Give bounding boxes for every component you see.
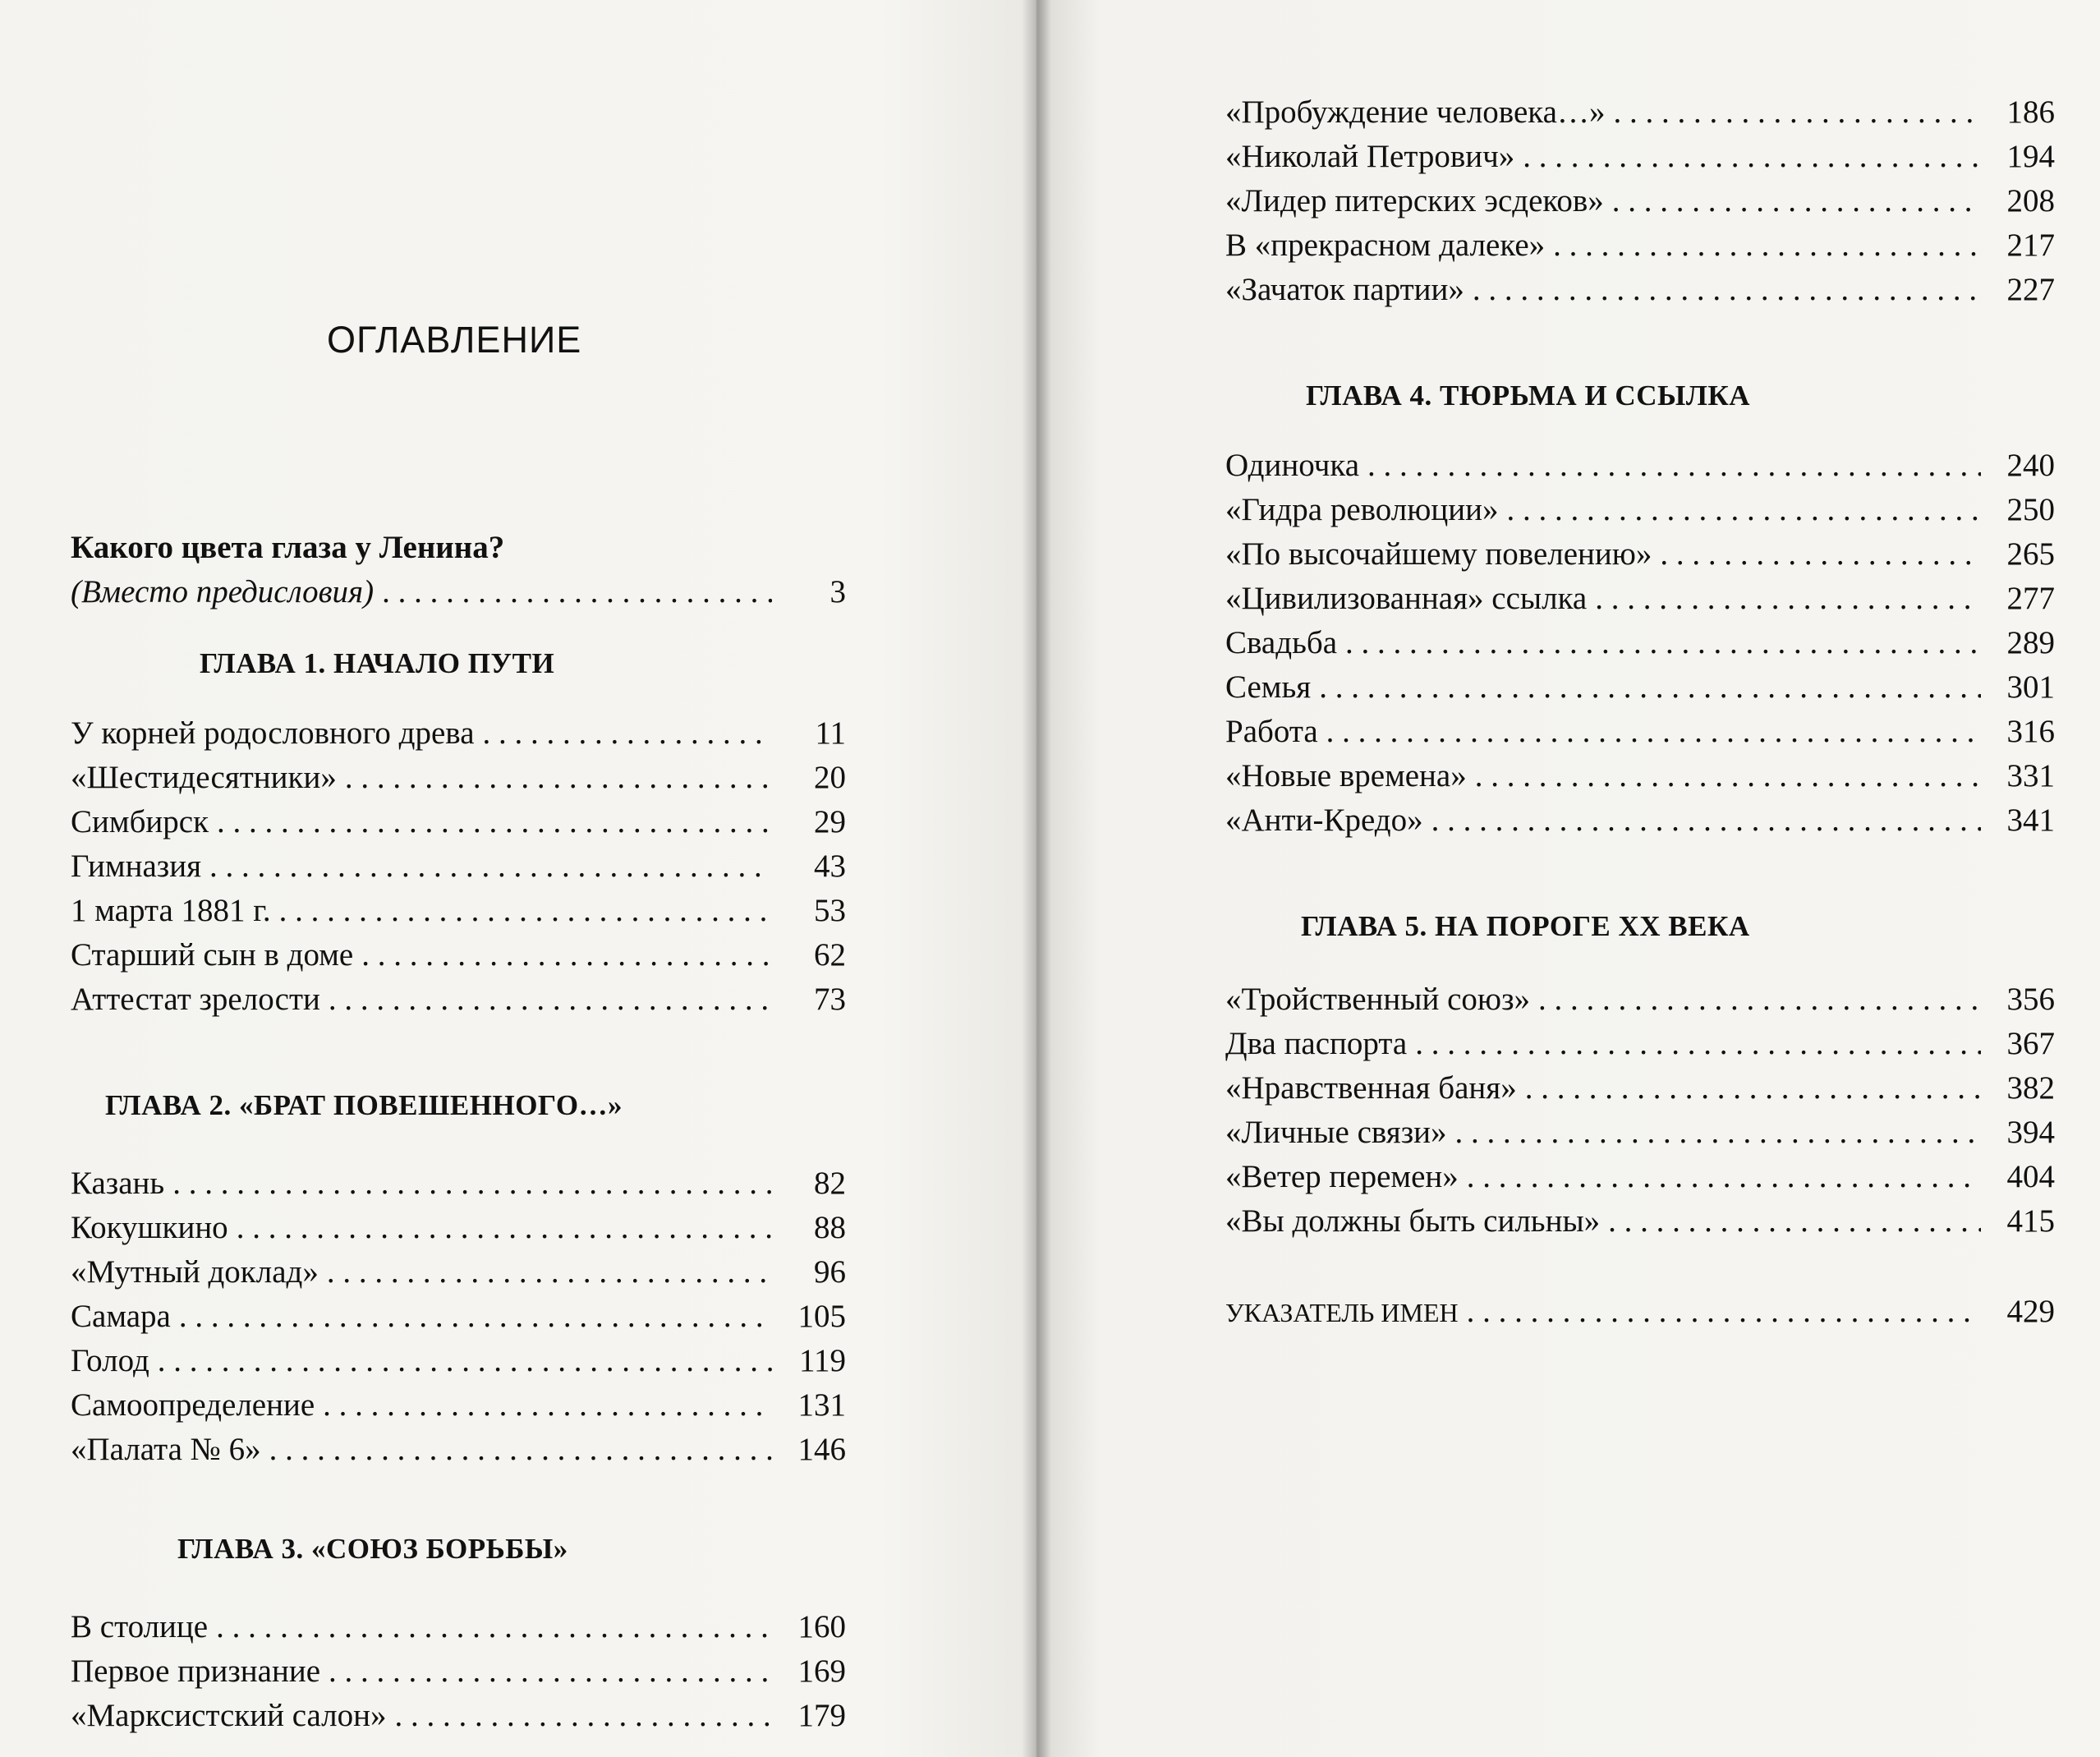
leader-dots xyxy=(1660,532,1981,577)
leader-dots xyxy=(1507,488,1982,532)
entry-page: 316 xyxy=(2006,714,2055,749)
toc-entry xyxy=(1225,179,2055,223)
entry-page: 227 xyxy=(2006,272,2055,307)
toc-entry xyxy=(1225,268,2055,312)
leader-dots xyxy=(1612,179,1981,223)
chapter-2-entries xyxy=(71,1161,846,1472)
entry-title: «Вы должны быть сильны» xyxy=(1225,1203,1601,1239)
toc-entry xyxy=(71,933,846,977)
leader-dots xyxy=(1475,754,1981,798)
toc-entry xyxy=(71,1250,846,1295)
chapter-3-entries-right xyxy=(1225,90,2055,312)
entry-page: 96 xyxy=(814,1254,846,1290)
left-page xyxy=(0,0,1036,1757)
leader-dots xyxy=(323,1383,772,1428)
entry-page: 415 xyxy=(2006,1203,2055,1239)
toc-entry xyxy=(1225,577,2055,621)
entry-title: Гимназия xyxy=(71,849,202,884)
entry-page: 88 xyxy=(814,1210,846,1245)
leader-dots xyxy=(1525,1066,1981,1111)
entry-title: «Лидер питерских эсдеков» xyxy=(1225,183,1604,218)
entry-title: «Личные связи» xyxy=(1225,1115,1447,1150)
leader-dots xyxy=(172,1161,772,1206)
leader-dots xyxy=(1345,621,1981,665)
entry-page: 179 xyxy=(797,1698,846,1733)
entry-page: 277 xyxy=(2006,581,2055,616)
entry-page: 146 xyxy=(797,1432,846,1467)
entry-title: Старший сын в доме xyxy=(71,937,354,973)
toc-entry xyxy=(1225,1199,2055,1244)
chapter-1-entries xyxy=(71,711,846,1022)
leader-dots xyxy=(1367,444,1981,488)
entry-page: 20 xyxy=(814,760,846,795)
entry-page: 131 xyxy=(797,1387,846,1423)
entry-page: 429 xyxy=(2006,1294,2055,1329)
entry-title: «Анти-Кредо» xyxy=(1225,803,1423,838)
entry-title: «Тройственный союз» xyxy=(1225,982,1530,1017)
entry-page: 382 xyxy=(2006,1070,2055,1106)
entry-title: УКАЗАТЕЛЬ ИМЕН xyxy=(1225,1298,1459,1327)
leader-dots xyxy=(1613,90,1981,135)
entry-title: Свадьба xyxy=(1225,625,1338,660)
entry-page: 82 xyxy=(814,1166,846,1201)
toc-entry xyxy=(71,1295,846,1339)
toc-entry xyxy=(1225,1066,2055,1111)
entry-title: Кокушкино xyxy=(71,1210,228,1245)
chapter-5-heading: ГЛАВА 5. НА ПОРОГЕ XX ВЕКА xyxy=(1301,910,1750,942)
toc-entry xyxy=(71,1605,846,1649)
entry-title: «Зачаток партии» xyxy=(1225,272,1464,307)
entry-title: Работа xyxy=(1225,714,1318,749)
entry-page: 289 xyxy=(2006,625,2055,660)
toc-title: ОГЛАВЛЕНИЕ xyxy=(327,319,582,361)
entry-title: «Шестидесятники» xyxy=(71,760,337,795)
leader-dots xyxy=(179,1295,772,1339)
entry-page: 3 xyxy=(829,574,846,609)
entry-title: Казань xyxy=(71,1166,165,1201)
leader-dots xyxy=(1319,665,1981,710)
chapter-2-heading: ГЛАВА 2. «БРАТ ПОВЕШЕННОГО…» xyxy=(105,1089,623,1121)
entry-title: «Нравственная баня» xyxy=(1225,1070,1517,1106)
right-page xyxy=(1036,0,2100,1757)
leader-dots xyxy=(158,1339,772,1383)
entry-page: 186 xyxy=(2006,94,2055,130)
entry-page: 356 xyxy=(2006,982,2055,1017)
toc-entry xyxy=(71,1428,846,1472)
entry-title: (Вместо предисловия) xyxy=(71,574,375,609)
entry-page: 331 xyxy=(2006,758,2055,793)
chapter-4-heading: ГЛАВА 4. ТЮРЬМА И ССЫЛКА xyxy=(1306,379,1751,412)
entry-title: «По высочайшему повелению» xyxy=(1225,536,1652,572)
toc-entry xyxy=(1225,798,2055,843)
leader-dots xyxy=(1473,268,1981,312)
toc-entry xyxy=(71,1694,846,1738)
entry-page: 29 xyxy=(814,804,846,839)
entry-page: 217 xyxy=(2006,228,2055,263)
entry-page: 301 xyxy=(2006,669,2055,705)
leader-dots xyxy=(1467,1290,1981,1334)
entry-title: Голод xyxy=(71,1343,149,1378)
entry-title: «Марксистский салон» xyxy=(71,1698,387,1733)
entry-title: «Палата № 6» xyxy=(71,1432,261,1467)
entry-title: Самоопределение xyxy=(71,1387,315,1423)
toc-entry xyxy=(1225,754,2055,798)
preface-title: Какого цвета глаза у Ленина? xyxy=(71,530,505,565)
toc-entry xyxy=(71,1649,846,1694)
entry-page: 43 xyxy=(814,849,846,884)
entry-page: 73 xyxy=(814,982,846,1017)
entry-page: 119 xyxy=(798,1343,846,1378)
entry-title: В «прекрасном далеке» xyxy=(1225,228,1546,263)
entry-title: «Новые времена» xyxy=(1225,758,1467,793)
toc-entry xyxy=(1225,532,2055,577)
leader-dots xyxy=(327,1250,772,1295)
leader-dots xyxy=(269,1428,772,1472)
entry-page: 53 xyxy=(814,893,846,928)
entry-title: «Мутный доклад» xyxy=(71,1254,319,1290)
entry-page: 62 xyxy=(814,937,846,973)
entry-title: Два паспорта xyxy=(1225,1026,1408,1061)
toc-entry xyxy=(1225,135,2055,179)
preface-block xyxy=(71,526,846,614)
toc-entry-index xyxy=(1225,1290,2055,1334)
entry-page: 250 xyxy=(2006,492,2055,527)
entry-page: 341 xyxy=(2006,803,2055,838)
entry-page: 194 xyxy=(2006,139,2055,174)
entry-title: Семья xyxy=(1225,669,1312,705)
toc-entry xyxy=(1225,1111,2055,1155)
leader-dots xyxy=(279,889,772,933)
leader-dots xyxy=(395,1694,773,1738)
toc-entry xyxy=(71,756,846,800)
chapter-3-heading: ГЛАВА 3. «СОЮЗ БОРЬБЫ» xyxy=(177,1533,568,1565)
entry-title: В столице xyxy=(71,1609,209,1644)
toc-entry xyxy=(1225,223,2055,268)
toc-entry xyxy=(1225,621,2055,665)
entry-title: «Николай Петрович» xyxy=(1225,139,1515,174)
toc-entry xyxy=(1225,665,2055,710)
toc-entry xyxy=(1225,710,2055,754)
leader-dots xyxy=(1467,1155,1981,1199)
toc-entry xyxy=(71,1339,846,1383)
toc-entry xyxy=(1225,1155,2055,1199)
entry-title: Аттестат зрелости xyxy=(71,982,320,1017)
leader-dots xyxy=(483,711,772,756)
leader-dots xyxy=(345,756,772,800)
leader-dots xyxy=(1415,1022,1981,1066)
chapter-3-entries-left xyxy=(71,1605,846,1738)
entry-page: 404 xyxy=(2006,1159,2055,1194)
entry-title: 1 марта 1881 г. xyxy=(71,893,271,928)
leader-dots xyxy=(217,800,772,844)
entry-title: «Ветер перемен» xyxy=(1225,1159,1459,1194)
toc-entry xyxy=(71,711,846,756)
entry-title: Самара xyxy=(71,1299,171,1334)
entry-page: 105 xyxy=(797,1299,846,1334)
entry-page: 169 xyxy=(797,1654,846,1689)
leader-dots xyxy=(361,933,772,977)
toc-entry-preface xyxy=(71,570,846,614)
leader-dots xyxy=(237,1206,772,1250)
index-block xyxy=(1225,1290,2055,1334)
leader-dots xyxy=(382,570,772,614)
toc-entry xyxy=(1225,1022,2055,1066)
leader-dots xyxy=(1608,1199,1981,1244)
entry-page: 367 xyxy=(2006,1026,2055,1061)
book-gutter xyxy=(1022,0,1051,1757)
entry-title: Симбирск xyxy=(71,804,209,839)
leader-dots xyxy=(1595,577,1981,621)
leader-dots xyxy=(209,844,772,889)
leader-dots xyxy=(1326,710,1981,754)
toc-entry xyxy=(71,1161,846,1206)
leader-dots xyxy=(329,1649,772,1694)
toc-entry xyxy=(1225,444,2055,488)
entry-title: Одиночка xyxy=(1225,448,1360,483)
leader-dots xyxy=(1553,223,1981,268)
leader-dots xyxy=(329,977,772,1022)
toc-entry xyxy=(1225,90,2055,135)
chapter-4-entries xyxy=(1225,444,2055,843)
entry-page: 160 xyxy=(797,1609,846,1644)
toc-entry xyxy=(71,977,846,1022)
leader-dots xyxy=(216,1605,772,1649)
toc-entry xyxy=(1225,977,2055,1022)
entry-page: 265 xyxy=(2006,536,2055,572)
entry-title: «Гидра революции» xyxy=(1225,492,1499,527)
chapter-1-heading: ГЛАВА 1. НАЧАЛО ПУТИ xyxy=(200,647,555,679)
entry-page: 240 xyxy=(2006,448,2055,483)
toc-entry xyxy=(71,844,846,889)
entry-title: «Цивилизованная» ссылка xyxy=(1225,581,1588,616)
leader-dots xyxy=(1431,798,1981,843)
toc-entry xyxy=(71,889,846,933)
leader-dots xyxy=(1523,135,1981,179)
entry-title: «Пробуждение человека…» xyxy=(1225,94,1606,130)
entry-title: У корней родословного древа xyxy=(71,715,475,751)
entry-title: Первое признание xyxy=(71,1654,321,1689)
entry-page: 394 xyxy=(2006,1115,2055,1150)
toc-entry xyxy=(71,1383,846,1428)
toc-entry xyxy=(71,800,846,844)
toc-entry xyxy=(71,1206,846,1250)
toc-entry xyxy=(1225,488,2055,532)
leader-dots xyxy=(1455,1111,1982,1155)
entry-page: 11 xyxy=(815,715,846,751)
entry-page: 208 xyxy=(2006,183,2055,218)
leader-dots xyxy=(1538,977,1981,1022)
chapter-5-entries xyxy=(1225,977,2055,1244)
